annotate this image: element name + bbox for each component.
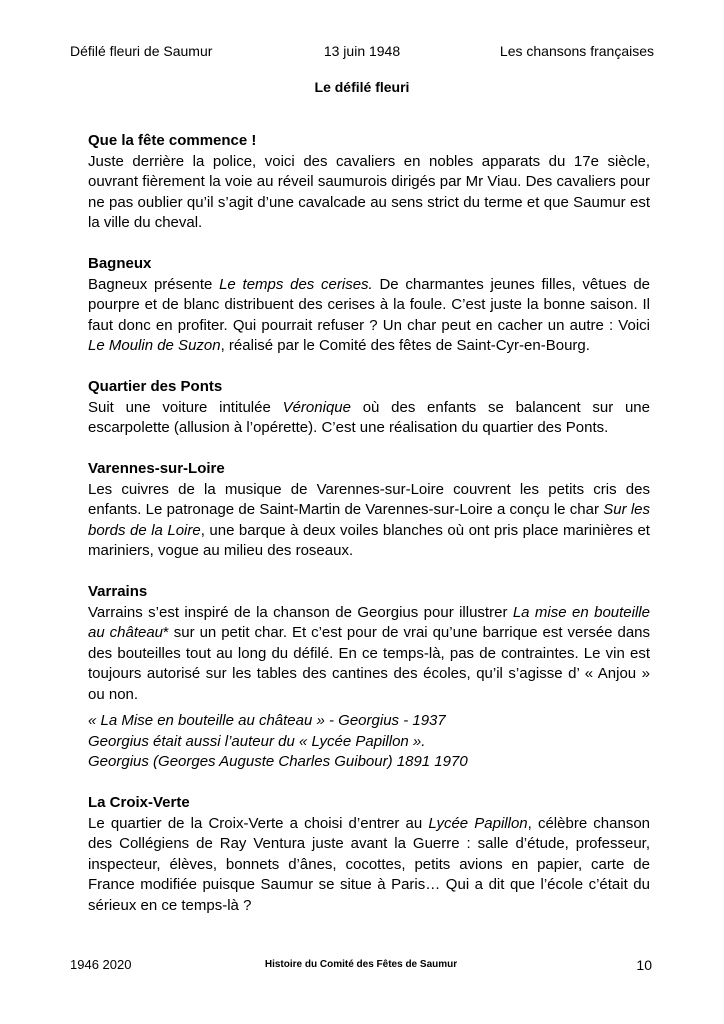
section-la-croix-verte [88,793,650,916]
footer-publication: Histoire du Comité des Fêtes de Saumur [264,959,458,970]
section-heading: Quartier des Ponts [88,378,223,395]
section-heading: La Croix-Verte [88,794,190,811]
section-heading: Que la fête commence ! [88,132,257,149]
paragraph-text: Bagneux présente [88,275,220,293]
section-paragraph [88,152,650,234]
footer-years: 1946 2020 [70,957,132,972]
section-heading: Bagneux [88,255,152,272]
article-body [88,131,650,937]
section-varrains [88,582,650,773]
paragraph-text: Varrains s’est inspiré de la chanson de Georgius pour illustrer [88,603,513,621]
section-bagneux [88,254,650,357]
song-title: Le temps des cerises. [219,275,373,293]
paragraph-text: Le quartier de la Croix-Verte a choisi d’entrer au [88,814,429,832]
section-paragraph [88,275,650,357]
song-title: Sur les bords de la Loire [88,501,650,539]
page-title: Le défilé fleuri [314,79,410,95]
paragraph-text: , réalisé par le Comité des fêtes de Saint-Cyr-en-Bourg. [220,337,590,354]
paragraph-text: Suit une voiture intitulée [88,398,283,416]
footnote-line: « La Mise en bouteille au château » - Georgius - 1937 [88,712,446,729]
section-quartier-des-ponts [88,377,650,439]
paragraph-text: De charmantes jeunes filles, vêtues de pourpre et de blanc distribuent des cerises à la foule. C’est juste la bonne saison. Il faut donc en profiter. Qui pourrait refuser ? Un char peut en cacher un autre : Voici [88,275,650,334]
section-paragraph [88,603,650,706]
page-header [70,43,654,63]
song-title: La mise en bouteille au château [88,603,650,641]
paragraph-text: Les cuivres de la musique de Varennes-sur-Loire couvrent les petits cris des enfants. Le patronage de Saint-Martin de Varennes-sur-Loire a conçu le char [88,480,650,518]
section-paragraph [88,480,650,562]
paragraph-text: , une barque à deux voiles blanches où ont pris place marinières et mariniers, vogue au milieu des roseaux. [88,521,650,559]
page-number: 10 [636,957,652,973]
footnote [88,711,650,773]
paragraph-text: , célèbre chanson des Collégiens de Ray Ventura juste avant la Guerre : salle d’étude, professeur, inspecteur, élèves, bonnets d’ânes, cocottes, petits avions en papier, carte de France modifiée puisque Saumur se situe à Paris… Qui a dit que l’école c’était du sérieux en ce temps-là ? [88,814,651,914]
header-left: Défilé fleuri de Saumur [70,43,213,59]
song-title: Véronique [282,398,351,416]
section-paragraph [88,398,650,439]
section-heading: Varennes-sur-Loire [88,460,225,477]
section-paragraph [88,814,650,917]
page-footer [70,957,652,977]
footnote-line: Georgius (Georges Auguste Charles Guibour) 1891 1970 [88,753,468,770]
section-que-la-fete [88,131,650,234]
header-right: Les chansons françaises [499,43,654,59]
song-title: Lycée Papillon [428,814,528,832]
paragraph-text: * sur un petit char. Et c’est pour de vrai qu’une barrique est versée dans des bouteilles tout au long du défilé. En ce temps-là, pas de contraintes. Le vin est toujours autorisé sur les tables des cantines des écoles, qu’il s’agisse d’ « Anjou » ou non. [88,624,650,703]
song-title: Le Moulin de Suzon [88,337,221,354]
section-varennes-sur-loire [88,459,650,562]
section-heading: Varrains [88,583,148,600]
paragraph-text: où des enfants se balancent sur une escarpolette (allusion à l’opérette). C’est une réalisation du quartier des Ponts. [88,398,650,436]
header-center: 13 juin 1948 [323,43,401,59]
paragraph-text: Juste derrière la police, voici des cavaliers en nobles apparats du 17e siècle, ouvrant fièrement la voie au réveil saumurois dirigés par Mr Viau. Des cavaliers pour ne pas oublier qu’il s’agit d’une cavalcade au sens strict du terme et que Saumur est la ville du cheval. [88,152,650,231]
footnote-line: Georgius était aussi l’auteur du « Lycée Papillon ». [88,732,426,750]
